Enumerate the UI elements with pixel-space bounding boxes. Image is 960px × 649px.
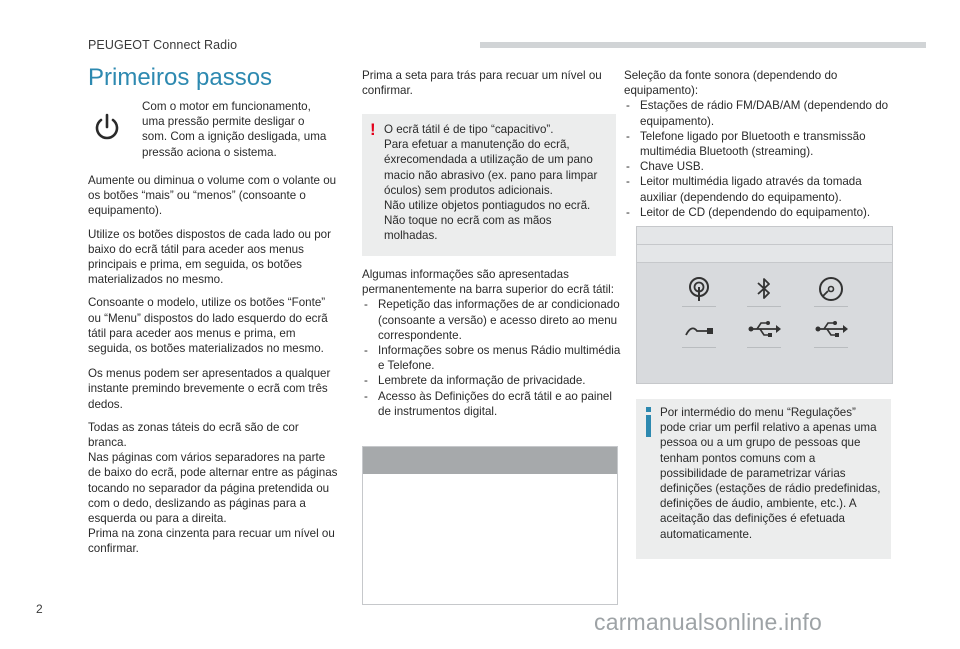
paragraph-gray-zone: Prima na zona cinzenta para recuar um nível ou confirmar. — [88, 527, 335, 556]
paragraph-source-select: Seleção da fonte sonora (dependendo do equipamento): — [624, 69, 838, 98]
paragraph-touch-zones: Todas as zonas táteis do ecrã são de cor branca. — [88, 420, 299, 450]
watermark: carmanualsonline.info — [594, 609, 822, 635]
page-number: 2 — [36, 602, 43, 616]
screen-illustration-placeholder — [362, 446, 618, 605]
aux-jack-icon[interactable] — [683, 323, 715, 339]
list-item: - Repetição das informações de ar condicionado (consoante a versão) e acesso direto ao menu correspondente. — [362, 297, 624, 343]
info-icon — [646, 415, 651, 437]
paragraph-back-arrow: Prima a seta para trás para recuar um nível ou confirmar. — [362, 69, 602, 98]
col2-info-section — [362, 267, 624, 419]
icon-underline — [682, 347, 716, 348]
paragraph-volume: Aumente ou diminua o volume com o volante ou os botões “mais” ou “menos” (consoante o equipamento). — [88, 174, 337, 218]
col3-source-section — [624, 68, 894, 220]
paragraph-source-menu: Consoante o modelo, utilize os botões “Fonte” ou “Menu” dispostos do lado esquerdo do ecrã tátil para aceder aos menus e prima, em seguida, os botões materializados no mesmo. — [88, 296, 328, 356]
list-item: - Telefone ligado por Bluetooth e transmissão multimédia Bluetooth (streaming). — [624, 129, 894, 159]
paragraph-buttons: Utilize os botões dispostos de cada lado ou por baixo do ecrã tátil para aceder aos menus principais e prima, em seguida, os botões materializados no mesmo. — [88, 227, 331, 287]
top-bar-list — [362, 297, 624, 419]
paragraph-top-bar: Algumas informações são apresentadas permanentemente na barra superior do ecrã tátil: — [362, 268, 614, 297]
header-rule — [480, 42, 926, 48]
icon-underline — [747, 306, 781, 307]
list-item: - Estações de rádio FM/DAB/AM (dependendo do equipamento). — [624, 98, 894, 128]
power-button-icon — [90, 110, 124, 144]
info-note — [636, 399, 891, 559]
warning-text — [384, 122, 606, 244]
warning-icon: ! — [370, 120, 376, 139]
paragraph-tabs: Nas páginas com vários separadores na parte de baixo do ecrã, pode alternar entre as páginas tocando no separador da página pretendida ou com o dedo, deslizando as páginas para a esquerda ou para a direita. — [88, 451, 338, 526]
screen-top-bar — [363, 447, 617, 474]
bluetooth-icon[interactable] — [753, 275, 775, 303]
list-item: - Chave USB. — [624, 159, 894, 174]
paragraph-three-fingers: Os menus podem ser apresentados a qualquer instante premindo brevemente o ecrã com três dedos. — [88, 367, 331, 411]
warning-note — [362, 114, 616, 256]
source-list — [624, 98, 894, 220]
list-item: - Acesso às Definições do ecrã tátil e ao painel de instrumentos digital. — [362, 389, 624, 419]
info-text: Por intermédio do menu “Regulações” pode criar um perfil relativo a apenas uma pessoa ou a um grupo de pessoas que tenham pontos comuns com a possibilidade de parametrizar várias definições (estações de rádio predefinidas, definições de áudio, ambiente, etc.). A aceitação das definições é efetuada automaticamente. — [660, 406, 881, 541]
warning-line: Para efetuar a manutenção do ecrã, éxrecomendada a utilização de um pano macio não abrasivo (ex. pano para limpar óculos) sem produtos adicionais. — [384, 138, 598, 197]
cd-icon[interactable] — [817, 275, 845, 303]
icon-underline — [814, 306, 848, 307]
list-item: - Leitor de CD (dependendo do equipamento). — [624, 205, 894, 220]
radio-icon[interactable] — [685, 275, 713, 303]
info-icon-dot — [646, 407, 651, 412]
list-item: - Informações sobre os menus Rádio multimédia e Telefone. — [362, 343, 624, 373]
col1-text — [88, 173, 340, 557]
warning-line: O ecrã tátil é de tipo “capacitivo”. — [384, 123, 554, 136]
power-description: Com o motor em funcionamento, uma pressão permite desligar o som. Com a ignição desligada, uma pressão aciona o sistema. — [142, 100, 327, 159]
icon-underline — [747, 347, 781, 348]
list-item: - Lembrete da informação de privacidade. — [362, 373, 624, 388]
icon-underline — [682, 306, 716, 307]
usb-icon[interactable] — [814, 319, 848, 339]
page-title: Primeiros passos — [88, 64, 273, 91]
header-title: PEUGEOT Connect Radio — [88, 38, 238, 52]
icon-underline — [814, 347, 848, 348]
warning-line: Não utilize objetos pontiagudos no ecrã. — [384, 199, 591, 213]
usb-icon[interactable] — [747, 319, 781, 339]
source-screen-illustration — [636, 226, 893, 384]
screen-header-strip — [637, 227, 892, 245]
warning-line: Não toque no ecrã com as mãos molhadas. — [384, 214, 552, 243]
list-item: - Leitor multimédia ligado através da tomada auxiliar (dependendo do equipamento). — [624, 174, 894, 204]
screen-header-strip — [637, 245, 892, 263]
